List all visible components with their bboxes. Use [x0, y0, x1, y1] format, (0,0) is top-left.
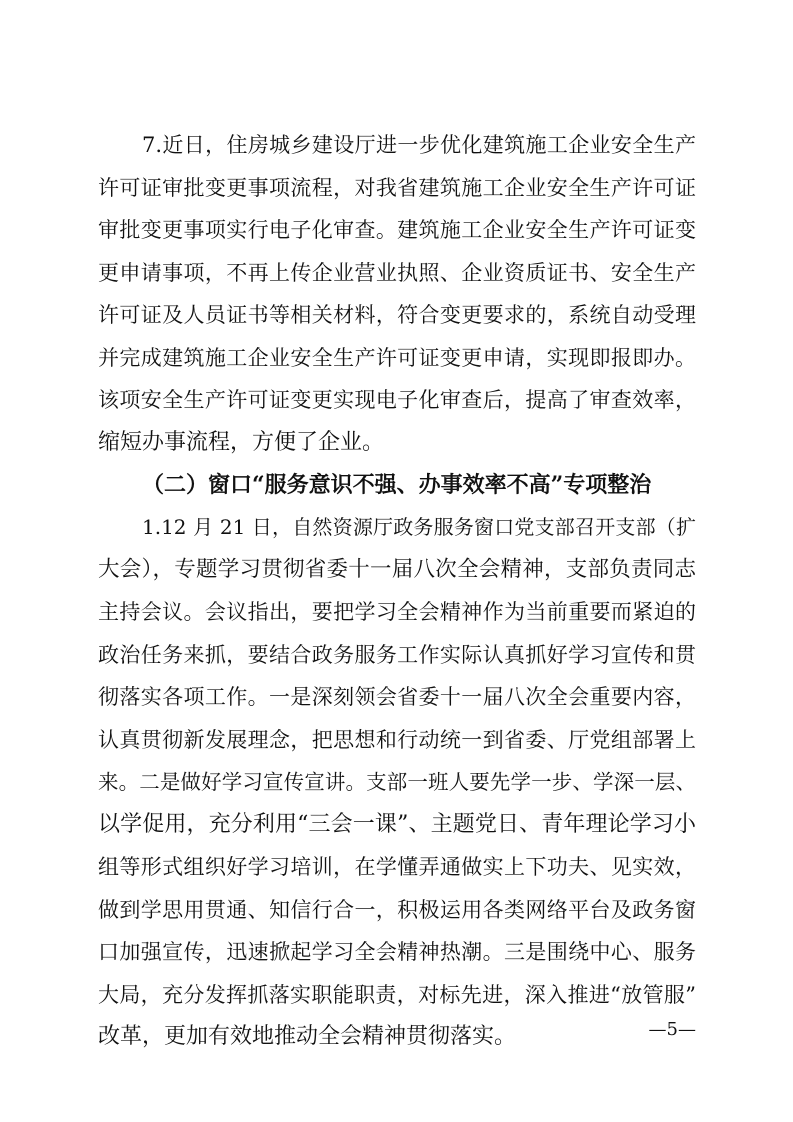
paragraph-line: 并完成建筑施工企业安全生产许可证变更申请，实现即报即办。 — [98, 345, 696, 370]
paragraph-line: 缩短办事流程，方便了企业。 — [98, 429, 385, 455]
paragraph-line: 以学促用，充分利用“三会一课”、主题党日、青年理论学习小 — [98, 811, 696, 837]
paragraph-line: 来。二是做好学习宣传宣讲。支部一班人要先学一步、学深一层、 — [98, 770, 696, 794]
paragraph-line: 许可证及人员证书等相关材料，符合变更要求的，系统自动受理 — [98, 303, 696, 327]
paragraph-line: 审批变更事项实行电子化审查。建筑施工企业安全生产许可证变 — [98, 218, 696, 242]
paragraph-line: 1.12 月 21 日，自然资源厅政务服务窗口党支部召开支部（扩 — [142, 515, 696, 539]
paragraph-line: 口加强宣传，迅速掀起学习全会精神热潮。三是围绕中心、服务 — [98, 940, 696, 964]
paragraph-line: 该项安全生产许可证变更实现电子化审查后，提高了审查效率， — [98, 388, 696, 412]
section-heading: （二）窗口“服务意识不强、办事效率不高”专项整治 — [142, 472, 652, 498]
paragraph-item-7 — [98, 124, 696, 464]
paragraph-line: 7.近日，住房城乡建设厅进一步优化建筑施工企业安全生产 — [142, 133, 696, 157]
paragraph-line: 认真贯彻新发展理念，把思想和行动统一到省委、厅党组部署上 — [98, 727, 696, 752]
paragraph-line: 组等形式组织好学习培训，在学懂弄通做实上下功夫、见实效， — [98, 855, 696, 879]
paragraph-line: 主持会议。会议指出，要把学习全会精神作为当前重要而紧迫的 — [98, 600, 696, 624]
paragraph-line: 大会），专题学习贯彻省委十一届八次全会精神，支部负责同志 — [98, 556, 696, 582]
paragraph-line: 许可证审批变更事项流程，对我省建筑施工企业安全生产许可证 — [98, 175, 696, 200]
paragraph-line: 大局，充分发挥抓落实职能职责，对标先进，深入推进“放管服” — [98, 982, 696, 1007]
paragraph-line: 改革，更加有效地推动全会精神贯彻落实。 — [98, 1024, 517, 1049]
paragraph-line: 更申请事项，不再上传企业营业执照、企业资质证书、安全生产 — [98, 260, 696, 285]
paragraph-line: 彻落实各项工作。一是深刻领会省委十一届八次全会重要内容， — [98, 685, 696, 709]
paragraph-line: 政治任务来抓，要结合政务服务工作实际认真抓好学习宣传和贯 — [98, 642, 696, 667]
paragraph-item-1 — [98, 506, 696, 1059]
page-number: —5— — [648, 1019, 696, 1040]
paragraph-line: 做到学思用贯通、知信行合一，积极运用各类网络平台及政务窗 — [98, 897, 696, 922]
